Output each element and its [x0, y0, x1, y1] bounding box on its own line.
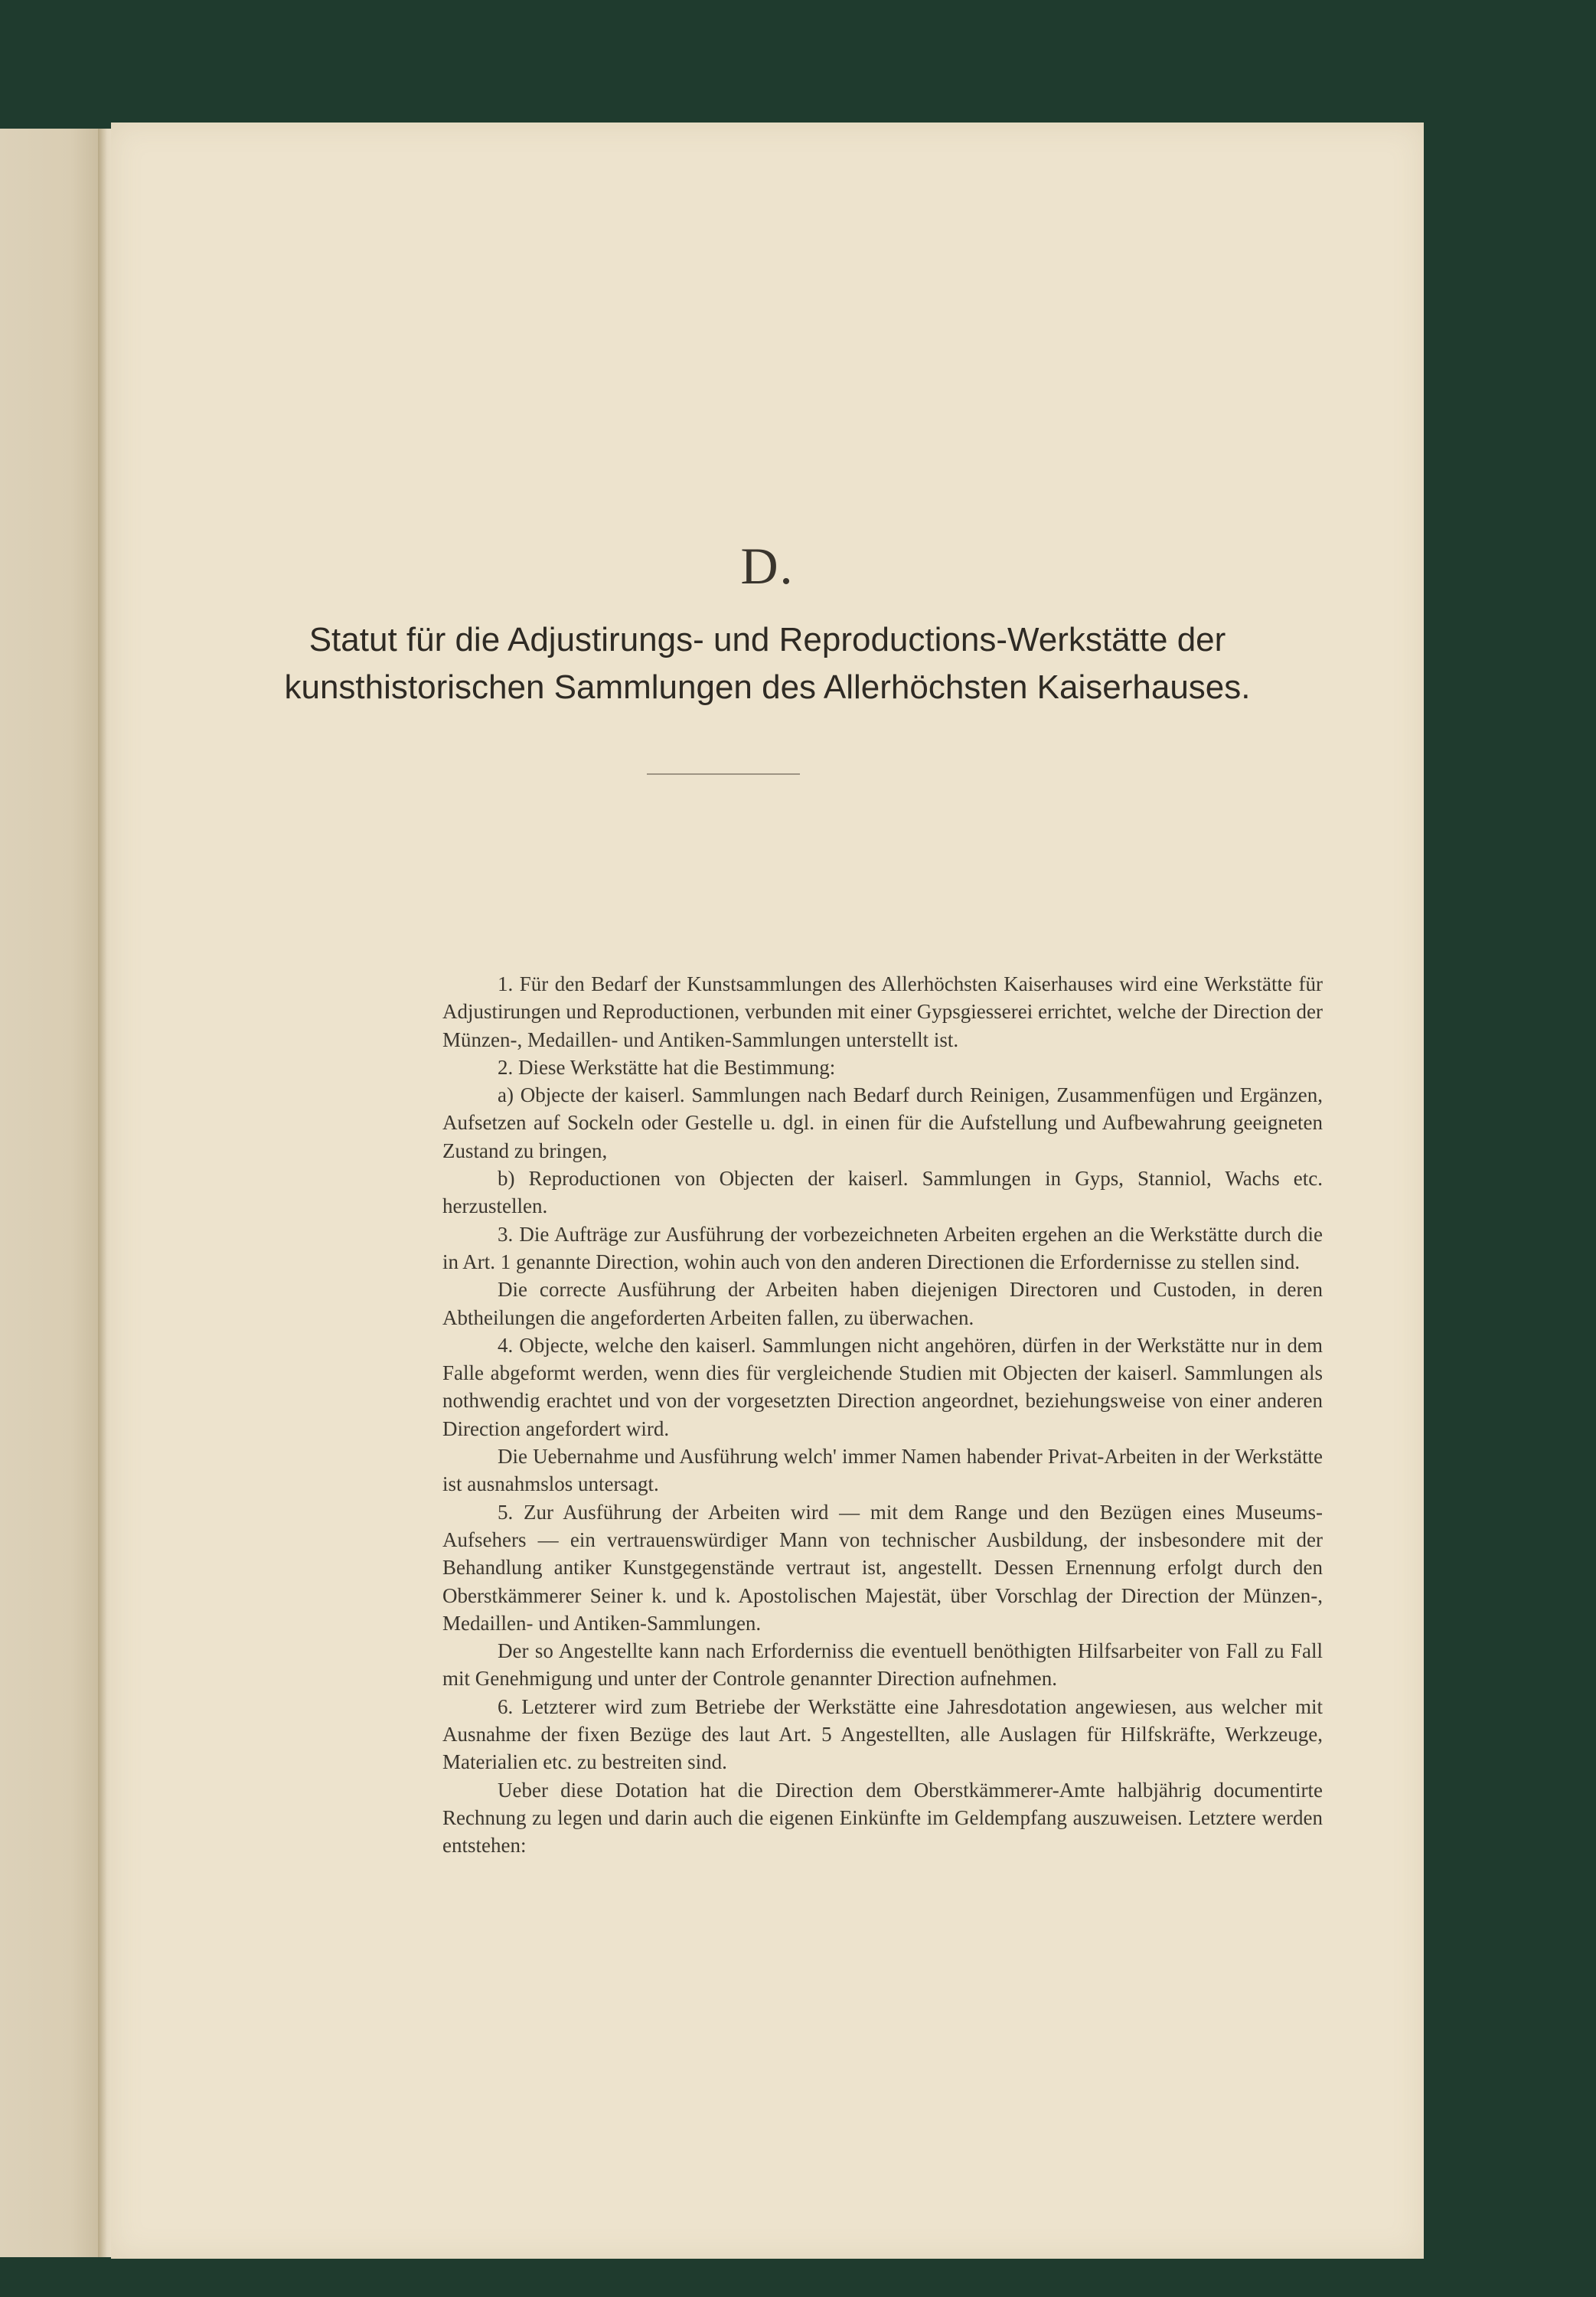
- paragraph-2a: a) Objecte der kaiserl. Sammlungen nach Bedarf durch Reinigen, Zusammenfügen und Ergänzen, Aufsetzen auf Sockeln oder Gestelle u. dgl. in einen für die Aufstellung und Aufbewahrung geeigneten Zustand zu bringen,: [442, 1083, 1323, 1162]
- paragraph-6-cont: Ueber diese Dotation hat die Direction dem Oberstkämmerer-Amte halbjährig documentirte Rechnung zu legen und darin auch die eigenen Einkünfte im Geldempfang auszuweisen. Letztere werden entstehen:: [442, 1778, 1323, 1858]
- facing-page-edge: [0, 129, 101, 2257]
- document-title: [226, 616, 1309, 711]
- paragraph-5-cont: Der so Angestellte kann nach Erforderniss die eventuell benöthigten Hilfsarbeiter von Fall zu Fall mit Genehmigung und unter der Controle genannter Direction aufnehmen.: [442, 1639, 1323, 1691]
- title-line-1: Statut für die Adjustirungs- und Reproductions-Werkstätte der: [308, 621, 1226, 658]
- paragraph-1: 1. Für den Bedarf der Kunstsammlungen des Allerhöchsten Kaiserhauses wird eine Werkstätte für Adjustirungen und Reproductionen, verbunden mit einer Gypsgiesserei errichtet, welche der Direction der Münzen-, Medaillen- und Antiken-Sammlungen unterstellt ist.: [442, 972, 1323, 1051]
- section-letter: D.: [740, 537, 795, 595]
- paragraph-2: 2. Diese Werkstätte hat die Bestimmung:: [498, 1055, 836, 1079]
- paragraph-5: 5. Zur Ausführung der Arbeiten wird — mit dem Range und den Bezügen eines Museums-Aufsehers — ein vertrauenswürdiger Mann von technischer Ausbildung, der insbesondere mit der Behandlung antiker Kunstgegenstände vertraut ist, angestellt. Dessen Ernennung erfolgt durch den Oberstkämmerer Seiner k. und k. Apostolischen Majestät, über Vorschlag der Direction der Münzen-, Medaillen- und Antiken-Sammlungen.: [442, 1500, 1323, 1635]
- title-divider: [647, 773, 800, 775]
- paragraph-4-cont: Die Uebernahme und Ausführung welch' immer Namen habender Privat-Arbeiten in der Werkstätte ist ausnahmslos untersagt.: [442, 1445, 1323, 1496]
- title-line-2: kunsthistorischen Sammlungen des Allerhöchsten Kaiserhauses.: [284, 668, 1251, 706]
- paragraph-6: 6. Letzterer wird zum Betriebe der Werkstätte eine Jahresdotation angewiesen, aus welcher mit Ausnahme der fixen Bezüge des laut Art. 5 Angestellten, alle Auslagen für Hilfskräfte, Werkzeuge, Materialien etc. zu bestreiten sind.: [442, 1694, 1323, 1774]
- paragraph-3: 3. Die Aufträge zur Ausführung der vorbezeichneten Arbeiten ergehen an die Werkstätte durch die in Art. 1 genannte Direction, wohin auch von den anderen Directionen die Erfordernisse zu stellen sind.: [442, 1222, 1323, 1273]
- statute-body: [442, 970, 1323, 1860]
- paragraph-3-cont: Die correcte Ausführung der Arbeiten haben diejenigen Directoren und Custoden, in deren Abtheilungen die angeforderten Arbeiten fallen, zu überwachen.: [442, 1278, 1323, 1329]
- document-page: [111, 123, 1424, 2259]
- paragraph-4: 4. Objecte, welche den kaiserl. Sammlungen nicht angehören, dürfen in der Werkstätte nur in dem Falle abgeformt werden, wenn dies für vergleichende Studien mit Objecten der kaiserl. Sammlungen als nothwendig erachtet und von der vorgesetzten Direction angeordnet, beziehungsweise von einer anderen Direction angefordert wird.: [442, 1333, 1323, 1440]
- paragraph-2b: b) Reproductionen von Objecten der kaiserl. Sammlungen in Gyps, Stanniol, Wachs etc. herzustellen.: [442, 1167, 1323, 1218]
